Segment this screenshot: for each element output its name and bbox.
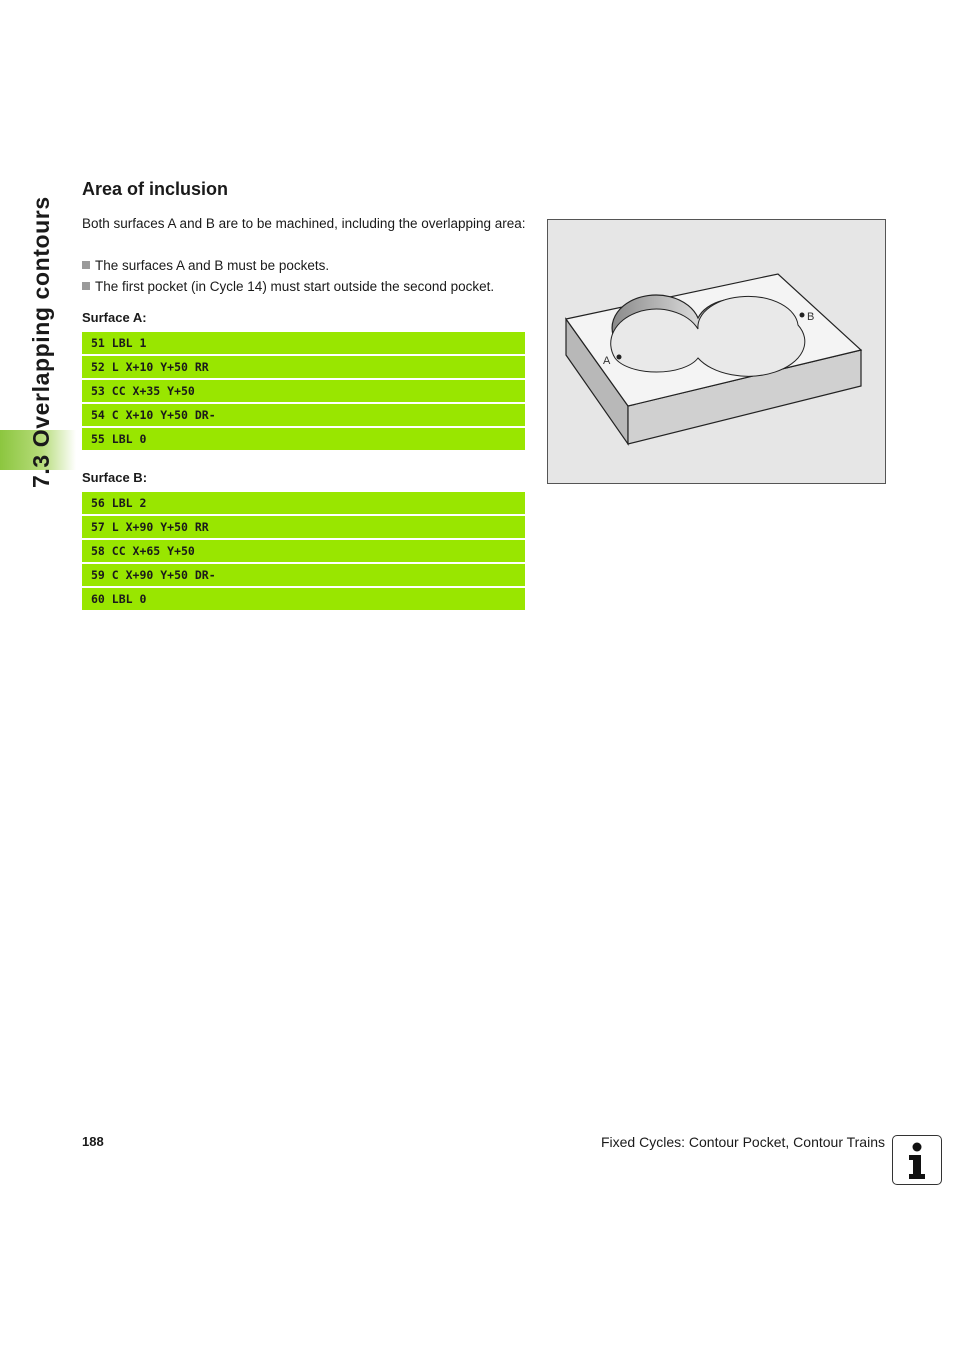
start-point-b bbox=[800, 313, 805, 318]
info-glyph bbox=[893, 1136, 941, 1184]
code-line: 56 LBL 2 bbox=[82, 492, 525, 514]
overlap-illustration bbox=[547, 219, 886, 484]
bullet-item: The surfaces A and B must be pockets. bbox=[82, 258, 329, 273]
surface-b-code bbox=[82, 492, 525, 612]
info-icon bbox=[892, 1135, 942, 1185]
bullet-square-icon bbox=[82, 261, 90, 269]
section-heading: Area of inclusion bbox=[82, 179, 229, 199]
code-line: 51 LBL 1 bbox=[82, 332, 525, 354]
surface-b-label: Surface B: bbox=[82, 470, 148, 485]
code-line: 57 L X+90 Y+50 RR bbox=[82, 516, 525, 538]
code-line: 54 C X+10 Y+50 DR- bbox=[82, 404, 525, 426]
surface-a-code bbox=[82, 332, 525, 452]
footer-title: Fixed Cycles: Contour Pocket, Contour Trains bbox=[600, 1134, 885, 1150]
chapter-title: 7.3 Overlapping contours bbox=[28, 196, 54, 488]
code-line: 58 CC X+65 Y+50 bbox=[82, 540, 525, 562]
label-b: B bbox=[807, 311, 815, 323]
code-line: 53 CC X+35 Y+50 bbox=[82, 380, 525, 402]
code-line: 55 LBL 0 bbox=[82, 428, 525, 450]
page-number: 188 bbox=[82, 1134, 104, 1149]
surface-a-label: Surface A: bbox=[82, 310, 147, 325]
bullet-item: The first pocket (in Cycle 14) must start outside the second pocket. bbox=[82, 279, 494, 294]
workpiece-drawing bbox=[548, 220, 885, 483]
intro-paragraph: Both surfaces A and B are to be machined, including the overlapping area: bbox=[82, 216, 526, 231]
start-point-a bbox=[617, 355, 622, 360]
label-a: A bbox=[603, 355, 611, 367]
code-line: 52 L X+10 Y+50 RR bbox=[82, 356, 525, 378]
code-line: 59 C X+90 Y+50 DR- bbox=[82, 564, 525, 586]
bullet-square-icon bbox=[82, 282, 90, 290]
code-line: 60 LBL 0 bbox=[82, 588, 525, 610]
